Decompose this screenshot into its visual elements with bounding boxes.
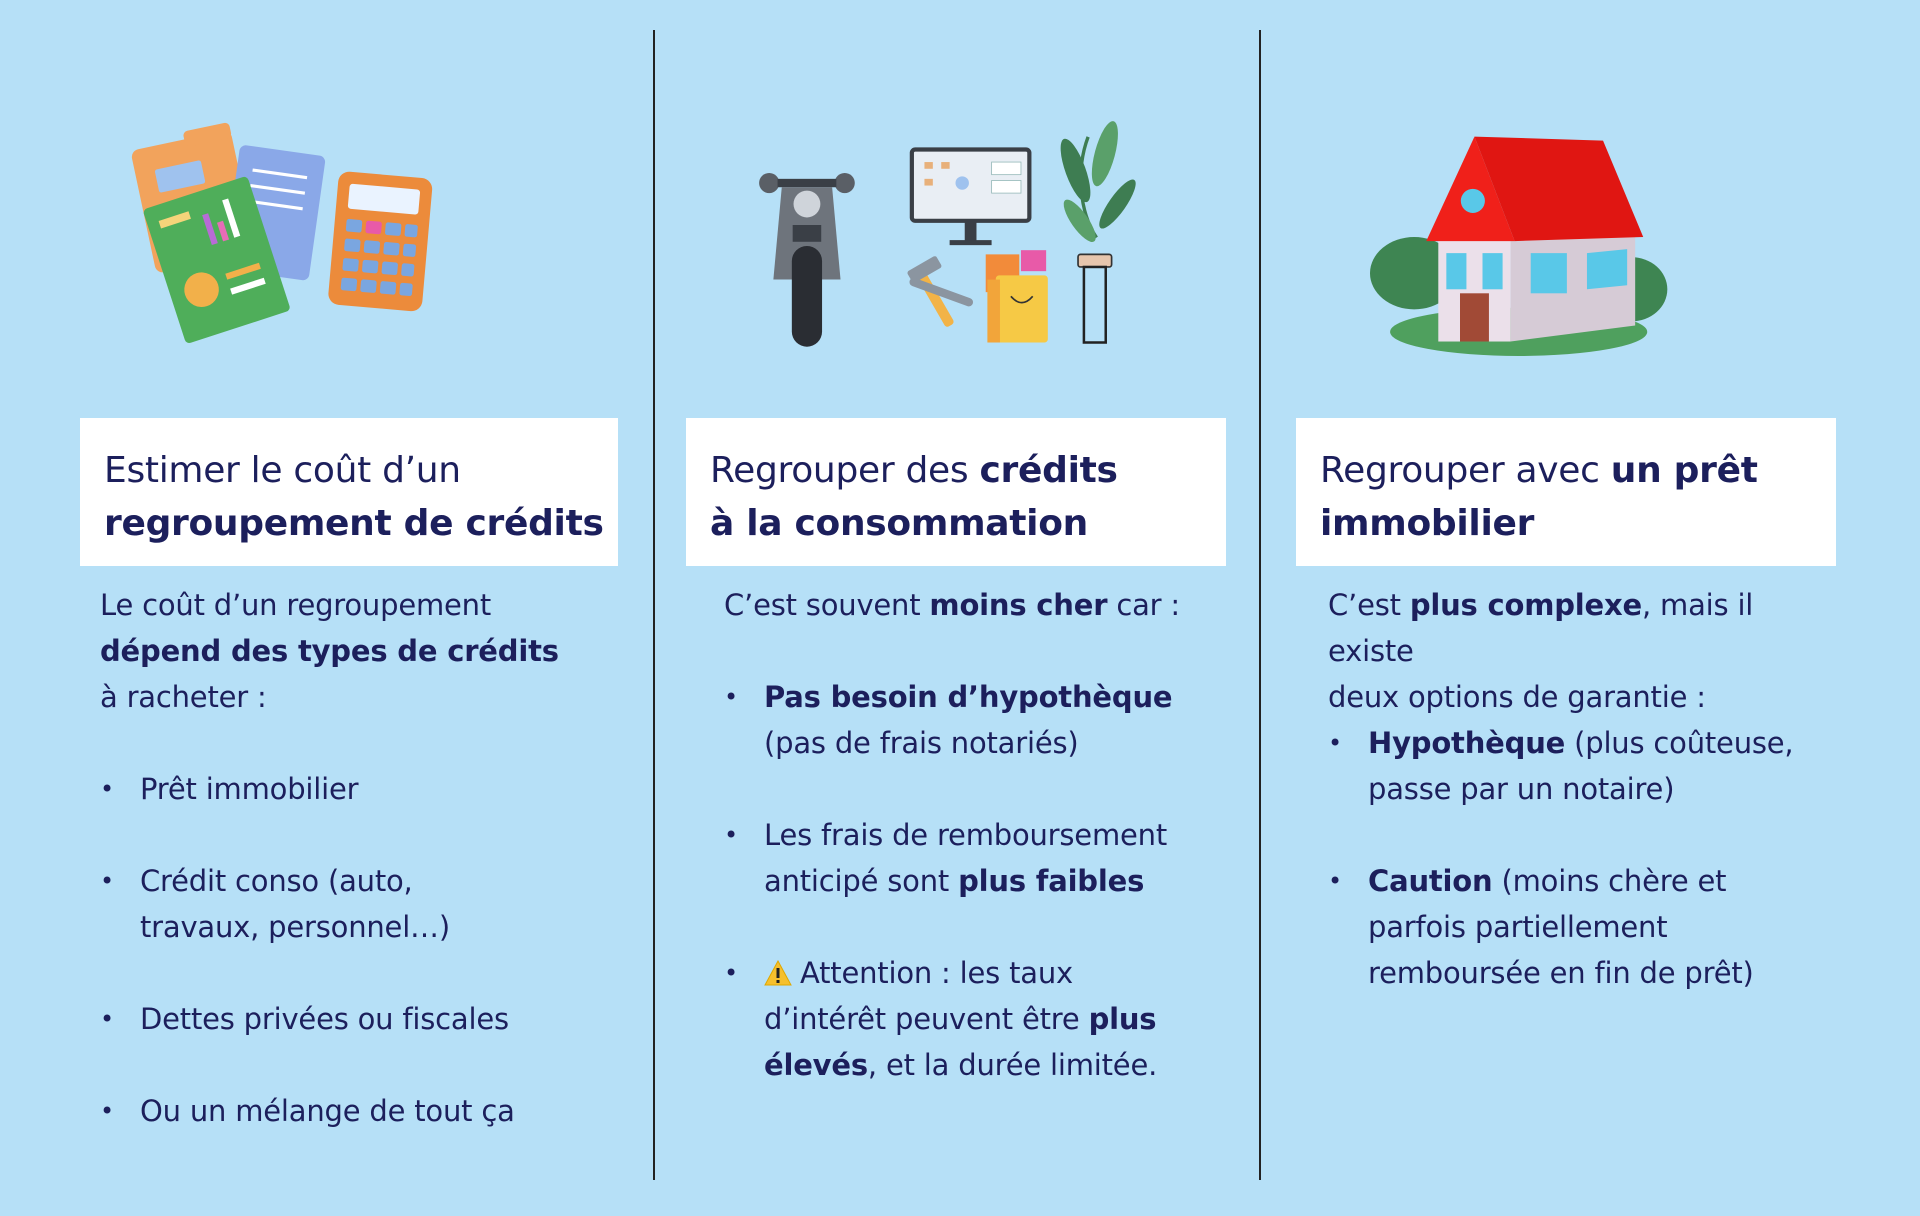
title-bold-2: immobilier — [1320, 503, 1535, 544]
title-line-1: Estimer le coût d’un — [104, 450, 461, 491]
list-item: • Hypothèque (plus coûteuse, passe par un notaire) — [1328, 720, 1793, 812]
list-item: • Attention : les taux d’intérêt peuvent être plus élevés, et la durée limitée. — [724, 950, 1172, 1088]
title-box-mortgage — [1296, 418, 1836, 566]
title-bold-2: à la consommation — [710, 503, 1088, 544]
intro-bold: moins cher — [929, 588, 1108, 622]
intro-part: car : — [1107, 588, 1180, 622]
list-item: • Dettes privées ou fiscales — [100, 996, 515, 1042]
intro-bold: plus complexe — [1409, 588, 1642, 622]
title-bold-1: un prêt — [1610, 450, 1758, 491]
list-item: • Caution (moins chère et parfois partiellement remboursée en fin de prêt) — [1328, 858, 1793, 996]
title-box-consumer-credits — [686, 418, 1226, 566]
list-item: • Les frais de remboursement anticipé sont plus faibles — [724, 812, 1172, 904]
column-cost-estimate — [0, 0, 604, 1216]
intro-part: C’est souvent — [724, 588, 930, 622]
intro-part: , mais il existe — [1328, 588, 1754, 668]
intro-line-2: deux options de garantie : — [1328, 680, 1706, 714]
column-consumer-credits — [654, 0, 1214, 1216]
intro-line-2: dépend des types de crédits — [100, 634, 559, 668]
consumer-credit-points-list — [724, 674, 1172, 1088]
title-line-2: regroupement de crédits — [104, 503, 604, 544]
list-item: • Ou un mélange de tout ça — [100, 1088, 515, 1134]
intro-line-3: à racheter : — [100, 680, 267, 714]
guarantee-options-list — [1328, 720, 1793, 996]
intro-line-1: Le coût d’un regroupement — [100, 588, 492, 622]
title-bold-1: crédits — [979, 450, 1118, 491]
column-mortgage — [1260, 0, 1820, 1216]
house-illustration — [1370, 60, 1820, 390]
intro-text — [724, 582, 1180, 628]
list-item: • Pas besoin d’hypothèque (pas de frais notariés) — [724, 674, 1172, 766]
documents-calculator-illustration — [120, 60, 560, 390]
intro-text — [1328, 582, 1820, 720]
motorcycle-computer-tools-gifts-plant-illustration — [744, 60, 1214, 390]
title-regular: Regrouper des — [710, 450, 969, 491]
list-item: • Prêt immobilier — [100, 766, 515, 812]
credit-types-list — [100, 766, 515, 1134]
warning-icon — [764, 960, 792, 986]
title-regular: Regrouper avec — [1320, 450, 1600, 491]
title-box-cost-estimate — [80, 418, 618, 566]
list-item: • Crédit conso (auto, travaux, personnel…) — [100, 858, 515, 950]
intro-text — [100, 582, 559, 720]
intro-part: C’est — [1328, 588, 1410, 622]
